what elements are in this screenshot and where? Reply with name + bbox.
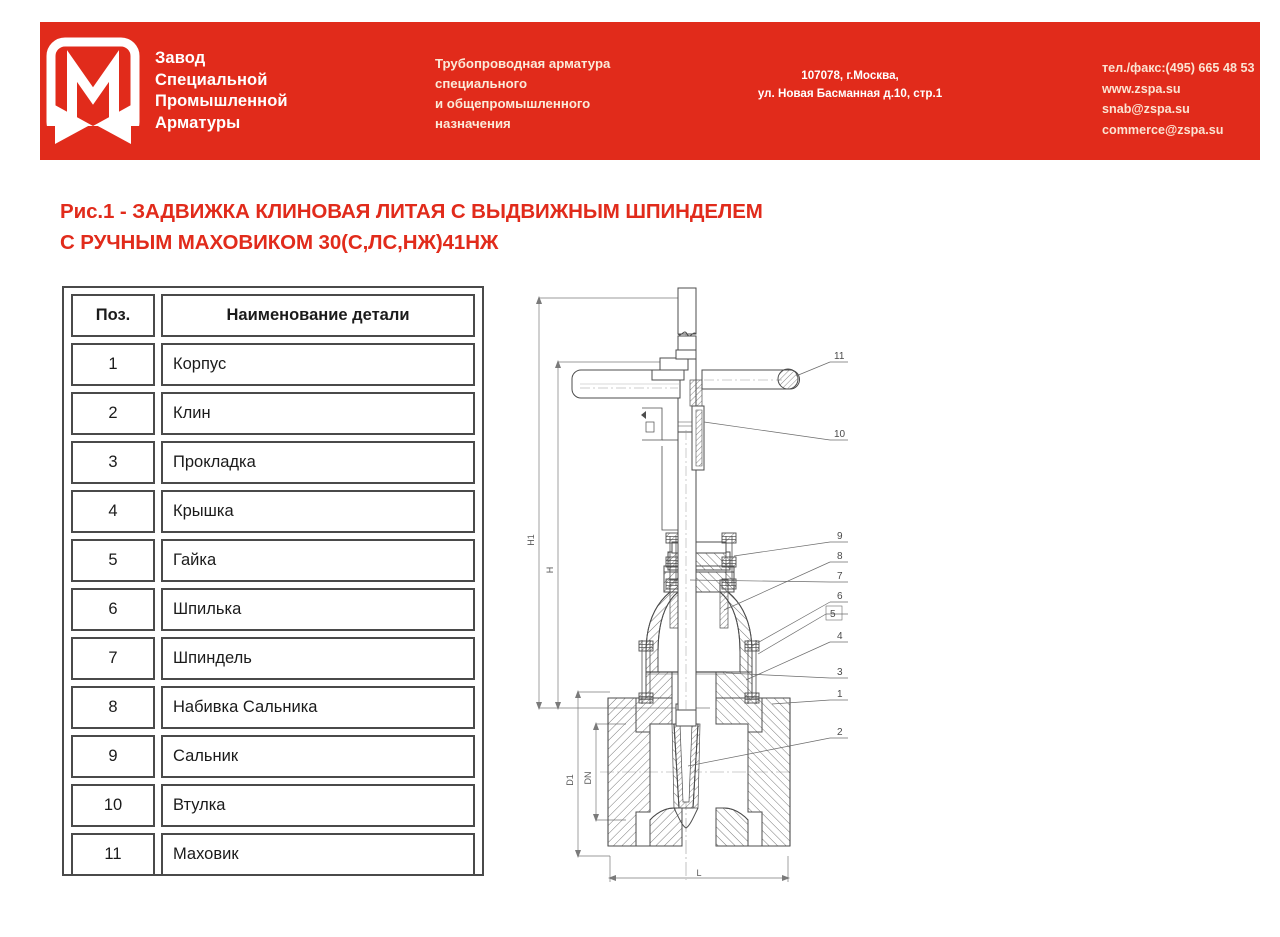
table-row [71,735,475,778]
callout-11: 11 [834,351,845,362]
callout-8: 8 [837,551,843,562]
dim-label-l: L [696,868,702,878]
company-address [700,67,1000,103]
callout-9: 9 [837,531,843,542]
cell-name: Корпус [161,343,475,386]
column-header-name: Наименование детали [161,294,475,337]
cell-pos: 2 [71,392,155,435]
column-header-pos: Поз. [71,294,155,337]
gate-valve-cross-section-diagram [500,280,900,900]
figure-number: Рис.1 - [60,200,133,223]
callout-4: 4 [837,631,843,642]
cell-name: Шпилька [161,588,475,631]
company-contacts [1102,58,1280,140]
contact-phone: тел./факс:(495) 665 48 53 [1102,61,1255,75]
table-header-row [71,294,475,337]
company-logo [45,30,288,152]
cell-name: Прокладка [161,441,475,484]
table-row [71,392,475,435]
cell-pos: 10 [71,784,155,827]
tagline-line-4: назначения [435,116,511,131]
table-row [71,490,475,533]
contact-email-commerce[interactable]: commerce@zspa.su [1102,122,1224,137]
dim-label-d1: D1 [565,774,575,786]
tagline-line-3: и общепромышленного [435,96,591,111]
address-line-1: 107078, г.Москва, [801,69,899,82]
tagline-line-2: специального [435,76,528,91]
callout-6: 6 [837,591,843,602]
page-title [60,196,960,258]
callout-1: 1 [837,689,843,700]
cell-name: Шпиндель [161,637,475,680]
table-row [71,588,475,631]
cell-pos: 8 [71,686,155,729]
title-line-2: С РУЧНЫМ МАХОВИКОМ 30(С,ЛС,НЖ)41НЖ [60,231,499,254]
m-letter-valve-logo-icon [45,30,141,148]
cell-name: Втулка [161,784,475,827]
dim-label-dn: DN [583,771,593,785]
contact-website[interactable]: www.zspa.su [1102,81,1181,96]
dim-label-h: H [545,566,555,574]
cell-pos: 11 [71,833,155,876]
cell-pos: 7 [71,637,155,680]
title-line-1 [60,196,960,227]
cell-name: Сальник [161,735,475,778]
company-name [155,48,365,134]
table-row [71,784,475,827]
cell-name: Гайка [161,539,475,582]
contact-email-snab[interactable]: snab@zspa.su [1102,102,1190,116]
table-row [71,686,475,729]
cell-name: Набивка Сальника [161,686,475,729]
cell-name: Клин [161,392,475,435]
cell-pos: 4 [71,490,155,533]
cell-pos: 9 [71,735,155,778]
logo-line-1: Завод [155,49,206,67]
callout-10: 10 [834,429,846,440]
address-line-2: ул. Новая Басманная д.10, стр.1 [757,87,943,100]
page-header [40,22,1260,160]
cell-pos: 1 [71,343,155,386]
cell-pos: 3 [71,441,155,484]
callout-7: 7 [837,571,843,582]
title-main-1: ЗАДВИЖКА КЛИНОВАЯ ЛИТАЯ С ВЫДВИЖНЫМ ШПИНДЕЛЕМ [132,200,763,223]
logo-line-4: Арматуры [155,113,241,132]
callout-3: 3 [837,667,843,678]
table-row [71,833,475,876]
valve-drawing [500,280,900,900]
cell-name: Маховик [161,833,475,876]
tagline-line-1: Трубопроводная арматура [435,56,611,71]
cell-name: Крышка [161,490,475,533]
callout-5: 5 [830,609,836,620]
logo-line-3: Промышленной [155,92,288,110]
company-tagline [435,54,665,134]
cell-pos: 6 [71,588,155,631]
parts-table [62,286,484,876]
dim-label-h1: H1 [526,534,536,546]
table-row [71,637,475,680]
table-row [71,441,475,484]
cell-pos: 5 [71,539,155,582]
callout-2: 2 [837,727,843,738]
table-row [71,343,475,386]
table-row [71,539,475,582]
logo-line-2: Специальной [155,70,268,89]
